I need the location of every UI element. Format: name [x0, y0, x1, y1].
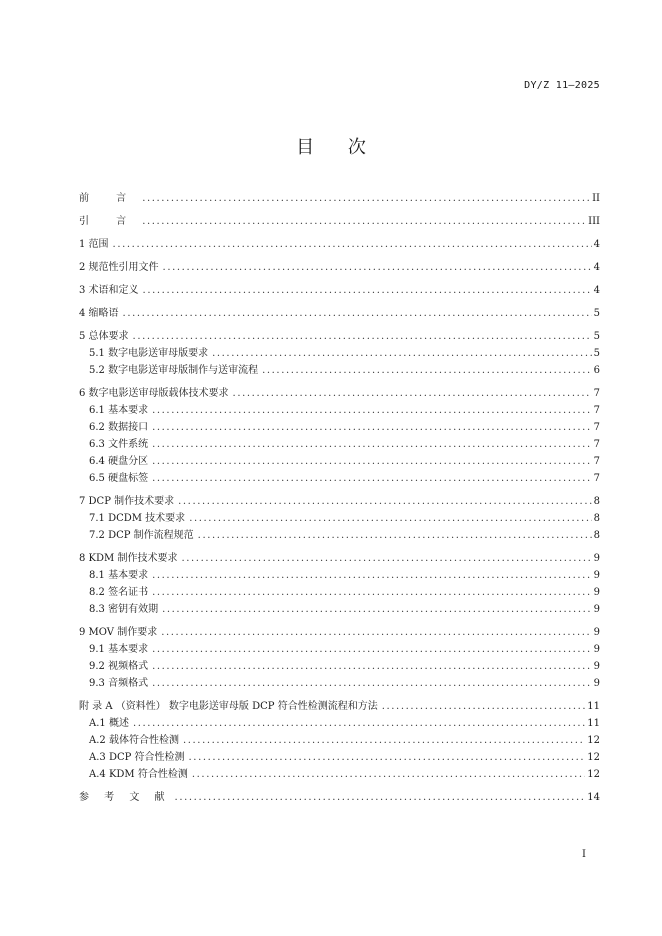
toc-entry-page: 9	[593, 553, 600, 564]
toc-entry[interactable]	[79, 467, 600, 484]
toc-entry[interactable]	[79, 763, 600, 780]
toc-leader-dots	[152, 405, 592, 416]
toc-entry-label: 7.2 DCP 制作流程规范	[89, 530, 194, 541]
toc-leader-dots	[178, 496, 592, 507]
toc-leader-dots	[142, 216, 586, 227]
toc-leader-dots	[262, 365, 592, 376]
toc-entry-page: 9	[593, 570, 600, 581]
toc-entry-label: 1 范围	[79, 239, 109, 250]
toc-entry-label: A.1 概述	[89, 718, 129, 729]
toc-leader-dots	[152, 456, 592, 467]
toc-entry-label: A.3 DCP 符合性检测	[89, 752, 185, 763]
toc-entry-label: 5.2 数字电影送审母版制作与送审流程	[89, 365, 259, 376]
toc-entry-page: 9	[593, 604, 600, 615]
toc-entry-page: 5	[593, 348, 600, 359]
toc-entry[interactable]	[79, 689, 600, 712]
toc-leader-dots	[198, 530, 592, 541]
document-code: DY/Z 11—2025	[524, 80, 600, 91]
toc-leader-dots	[189, 752, 586, 763]
toc-entry-page: 6	[593, 365, 600, 376]
toc-entry[interactable]	[79, 729, 600, 746]
toc-entry-label: 6.1 基本要求	[89, 405, 149, 416]
toc-entry-page: 7	[593, 388, 600, 399]
toc-entry-label: 附 录 A （资料性） 数字电影送审母版 DCP 符合性检测流程和方法	[79, 701, 378, 712]
toc-leader-dots	[189, 513, 591, 524]
toc-leader-dots	[181, 553, 591, 564]
toc-entry[interactable]	[79, 181, 600, 204]
toc-entry[interactable]	[79, 450, 600, 467]
toc-entry[interactable]	[79, 541, 600, 564]
toc-entry-label: 6.4 硬盘分区	[89, 456, 149, 467]
toc-entry-label: 3 术语和定义	[79, 285, 139, 296]
toc-entry-page: 4	[593, 239, 600, 250]
toc-entry-label: 6 数字电影送审母版载体技术要求	[79, 388, 229, 399]
toc-entry-page: 5	[593, 308, 600, 319]
toc-leader-dots	[192, 769, 585, 780]
toc-entry[interactable]	[79, 227, 600, 250]
toc-entry-label: 6.2 数据接口	[89, 422, 149, 433]
toc-entry[interactable]	[79, 204, 600, 227]
toc-leader-dots	[152, 473, 592, 484]
toc-entry-page: 4	[593, 262, 600, 273]
toc-entry[interactable]	[79, 655, 600, 672]
toc-leader-dots	[152, 439, 592, 450]
toc-entry-label: 4 缩略语	[79, 308, 119, 319]
toc-leader-dots	[162, 604, 592, 615]
toc-entry-page: 7	[593, 422, 600, 433]
toc-entry[interactable]	[79, 581, 600, 598]
toc-entry-page: III	[588, 216, 600, 227]
page-title: 目 次	[296, 137, 380, 158]
toc-entry-label: 前 言	[79, 193, 139, 204]
toc-entry-label: 8.2 签名证书	[89, 587, 149, 598]
toc-entry-page: 9	[593, 627, 600, 638]
toc-entry[interactable]	[79, 484, 600, 507]
toc-entry[interactable]	[79, 712, 600, 729]
toc-leader-dots	[152, 422, 592, 433]
toc-entry-label: 9 MOV 制作要求	[79, 627, 158, 638]
toc-entry-label: 7 DCP 制作技术要求	[79, 496, 175, 507]
toc-entry-label: 8.1 基本要求	[89, 570, 149, 581]
toc-entry-label: 8 KDM 制作技术要求	[79, 553, 178, 564]
toc-entry-page: 9	[593, 661, 600, 672]
toc-entry[interactable]	[79, 746, 600, 763]
toc-leader-dots	[152, 644, 592, 655]
toc-entry[interactable]	[79, 416, 600, 433]
toc-leader-dots	[152, 678, 592, 689]
toc-entry-label: A.4 KDM 符合性检测	[89, 769, 188, 780]
toc-entry-page: 7	[593, 473, 600, 484]
toc-entry[interactable]	[79, 319, 600, 342]
toc-entry[interactable]	[79, 296, 600, 319]
toc-entry-page: 9	[593, 644, 600, 655]
toc-entry-label: 6.5 硬盘标签	[89, 473, 149, 484]
toc-entry[interactable]	[79, 376, 600, 399]
toc-entry[interactable]	[79, 672, 600, 689]
toc-entry-label: 5.1 数字电影送审母版要求	[89, 348, 209, 359]
toc-entry[interactable]	[79, 342, 600, 359]
toc-leader-dots	[163, 262, 592, 273]
toc-entry[interactable]	[79, 399, 600, 416]
toc-entry-label: 8.3 密钥有效期	[89, 604, 159, 615]
toc-entry[interactable]	[79, 564, 600, 581]
toc-entry-page: 11	[587, 701, 600, 712]
toc-entry-label: 引 言	[79, 216, 139, 227]
toc-leader-dots	[175, 792, 586, 803]
toc-leader-dots	[133, 331, 592, 342]
toc-entry-page: 9	[593, 587, 600, 598]
toc-leader-dots	[143, 285, 592, 296]
toc-leader-dots	[183, 735, 585, 746]
toc-entry-page: 9	[593, 678, 600, 689]
toc-entry-label: A.2 载体符合性检测	[89, 735, 179, 746]
toc-entry-page: 8	[593, 496, 600, 507]
toc-entry-label: 9.1 基本要求	[89, 644, 149, 655]
toc-entry-page: 8	[593, 530, 600, 541]
toc-leader-dots	[152, 570, 592, 581]
toc-entry[interactable]	[79, 250, 600, 273]
toc-entry-page: 14	[587, 792, 600, 803]
toc-entry[interactable]	[79, 780, 600, 803]
toc-entry[interactable]	[79, 615, 600, 638]
toc-leader-dots	[212, 348, 592, 359]
toc-entry-page: 12	[587, 735, 600, 746]
toc-leader-dots	[233, 388, 592, 399]
toc-entry-label: 2 规范性引用文件	[79, 262, 159, 273]
toc-entry-label: 7.1 DCDM 技术要求	[89, 513, 186, 524]
toc-entry[interactable]	[79, 433, 600, 450]
toc-entry-label: 5 总体要求	[79, 331, 129, 342]
toc-leader-dots	[113, 239, 592, 250]
toc-leader-dots	[152, 661, 592, 672]
toc-entry[interactable]	[79, 638, 600, 655]
toc-entry-label: 参 考 文 献	[79, 792, 171, 803]
toc-entry[interactable]	[79, 524, 600, 541]
toc-leader-dots	[152, 587, 592, 598]
toc-entry[interactable]	[79, 598, 600, 615]
toc-entry-page: 7	[593, 439, 600, 450]
toc-entry-page: 11	[587, 718, 600, 729]
toc-entry-label: 9.3 音频格式	[89, 678, 149, 689]
toc-entry-page: 7	[593, 456, 600, 467]
toc-entry[interactable]	[79, 359, 600, 376]
toc-entry-label: 9.2 视频格式	[89, 661, 149, 672]
footer-page-number: I	[582, 849, 586, 860]
table-of-contents	[79, 181, 600, 803]
toc-leader-dots	[123, 308, 592, 319]
toc-entry-page: II	[592, 193, 600, 204]
toc-entry-page: 4	[593, 285, 600, 296]
toc-leader-dots	[142, 193, 590, 204]
toc-entry-label: 6.3 文件系统	[89, 439, 149, 450]
toc-leader-dots	[133, 718, 585, 729]
toc-entry-page: 5	[593, 331, 600, 342]
toc-entry[interactable]	[79, 507, 600, 524]
toc-leader-dots	[382, 701, 586, 712]
toc-entry-page: 8	[593, 513, 600, 524]
toc-entry[interactable]	[79, 273, 600, 296]
toc-entry-page: 7	[593, 405, 600, 416]
toc-leader-dots	[161, 627, 591, 638]
toc-entry-page: 12	[587, 769, 600, 780]
toc-entry-page: 12	[587, 752, 600, 763]
